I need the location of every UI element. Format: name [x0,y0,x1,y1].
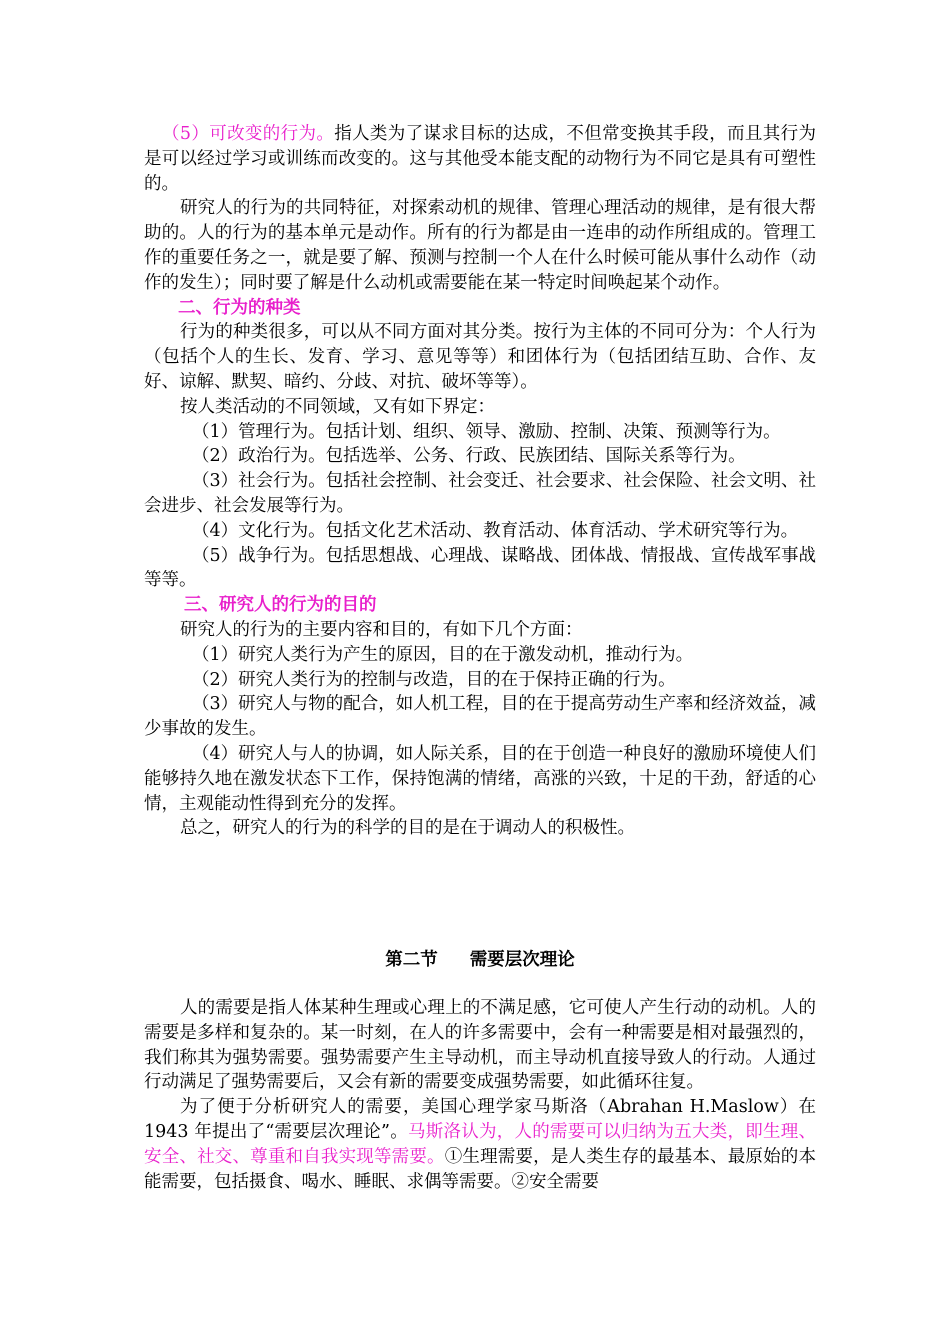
list-item-purpose-4: （4）研究人与人的协调，如人际关系，目的在于创造一种良好的激励环境使人们能够持久地在激发状态下工作，保持饱满的情绪，高涨的兴致，十足的干劲，舒适的心情，主观能动性得到充分的发挥。 [144,743,816,814]
section-title [144,948,816,973]
maslow-needs-detail: ①生理需要，是人类生存的最基本、最原始的本能需要，包括摄食、喝水、睡眠、求偶等需要。②安全需要 [144,1146,817,1192]
heading-behavior-kinds: 二、行为的种类 [178,297,301,318]
paragraph-changeable-behavior [144,122,816,196]
list-item-management-behavior: （1）管理行为。包括计划、组织、领导、激励、控制、决策、预测等行为。 [192,421,781,442]
list-item-political-behavior: （2）政治行为。包括选举、公务、行政、民族团结、国际关系等行为。 [192,446,746,467]
list-item-cultural-behavior: （4）文化行为。包括文化艺术活动、教育活动、体育活动、学术研究等行为。 [192,520,799,541]
list-item-social-behavior: （3）社会行为。包括社会控制、社会变迁、社会要求、社会保险、社会文明、社会进步、社会发展等行为。 [144,471,816,516]
list-item-war-behavior: （5）战争行为。包括思想战、心理战、谋略战、团体战、情报战、宣传战军事战等等。 [144,545,816,591]
paragraph-purpose-intro: 研究人的行为的主要内容和目的，有如下几个方面： [180,619,583,640]
paragraph-needs-definition: 人的需要是指人体某种生理或心理上的不满足感，它可使人产生行动的动机。人的需要是多样和复杂的。某一时刻，在人的许多需要中，会有一种需要是相对最强烈的，我们称其为强势需要。强势需要产生主导动机，而主导动机直接导致人的行动。人通过行动满足了强势需要后，又会有新的需要变成强势需要，如此循环往复。 [144,998,816,1093]
document-page [144,122,817,1192]
paragraph-maslow [144,1095,816,1194]
list-item-purpose-1: （1）研究人类行为产生的原因，目的在于激发动机，推动行为。 [192,644,694,665]
maslow-five-needs: 马斯洛认为，人的需要可以归纳为五大类，即生理、安全、社交、尊重和自我实现等需要。 [144,1121,816,1167]
paragraph-kinds-intro: 行为的种类很多，可以从不同方面对其分类。按行为主体的不同可分为：个人行为（包括个人的生长、发育、学习、意见等等）和团体行为（包括团结互助、合作、友好、谅解、默契、暗约、分歧、对抗、破坏等等）。 [144,322,816,392]
section-name: 需要层次理论 [469,950,575,970]
maslow-intro: 为了便于分析研究人的需要，美国心理学家马斯洛（Abrahan H.Maslow）在 1943 年提出了“需要层次理论”。 [144,1097,816,1142]
paragraph-summary: 总之，研究人的行为的科学的目的是在于调动人的积极性。 [180,818,635,839]
section-number: 第二节 [385,950,438,970]
changeable-behavior-text: 指人类为了谋求目标的达成，不但常变换其手段，而且其行为是可以经过学习或训练而改变的。这与其他受本能支配的动物行为不同它是具有可塑性的。 [144,124,817,194]
paragraph-kinds-domains: 按人类活动的不同领域，又有如下界定： [180,396,495,417]
changeable-behavior-lead: （5）可改变的行为。 [162,124,335,144]
heading-research-purpose: 三、研究人的行为的目的 [184,595,377,616]
list-item-purpose-2: （2）研究人类行为的控制与改造，目的在于保持正确的行为。 [192,669,676,690]
section-body [144,996,816,1194]
paragraph-behavior-features: 研究人的行为的共同特征，对探索动机的规律、管理心理活动的规律，是有很大帮助的。人的行为的基本单元是动作。所有的行为都是由一连串的动作所组成的。管理工作的重要任务之一，就是要了解、预测与控制一个人在什么时候可能从事什么动作（动作的发生）；同时要了解是什么动机或需要能在某一特定时间唤起某个动作。 [144,198,816,293]
list-item-purpose-3: （3）研究人与物的配合，如人机工程，目的在于提高劳动生产率和经济效益，减少事故的发生。 [144,694,816,740]
